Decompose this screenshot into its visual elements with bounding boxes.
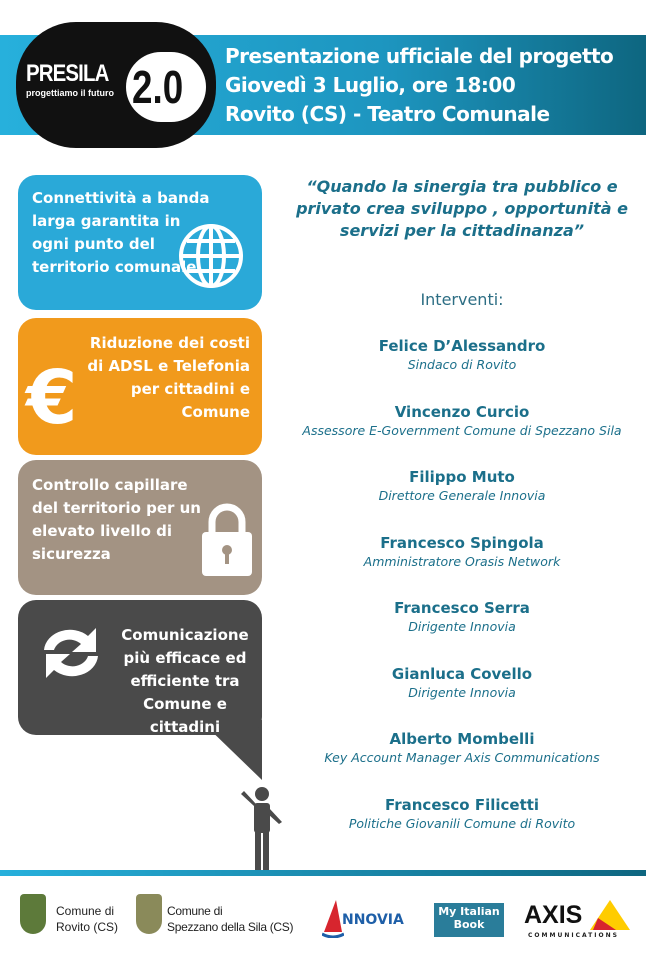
feature-connectivity bbox=[18, 175, 262, 310]
speaker-name: Alberto Mombelli bbox=[389, 730, 535, 748]
logo-name: PRESILA bbox=[26, 60, 109, 87]
spezzano-l2: Spezzano della Sila (CS) bbox=[167, 920, 294, 934]
spezzano-crest-icon bbox=[136, 894, 162, 934]
axis-sub: COMMUNICATIONS bbox=[528, 932, 619, 939]
innovia-sail-icon bbox=[322, 898, 344, 938]
axis-name: AXIS bbox=[524, 901, 583, 929]
person-figure bbox=[236, 786, 286, 872]
speaker-name: Gianluca Covello bbox=[391, 664, 533, 683]
speaker-name: Felice D’Alessandro bbox=[378, 337, 546, 355]
speaker-role: Sindaco di Rovito bbox=[407, 357, 517, 372]
presila-logo bbox=[16, 22, 216, 148]
speaker-item bbox=[290, 598, 634, 636]
speaker-item bbox=[290, 729, 634, 767]
euro-icon: € bbox=[26, 355, 78, 441]
spezzano-l1: Comune di bbox=[167, 904, 223, 918]
feature-text: Controllo capillare del territorio per un elevato livello di sicurezza bbox=[32, 476, 201, 563]
feature-text: Comunicazione più efficace ed efficiente tra Comune e cittadini bbox=[121, 626, 249, 736]
myitalian-l1: My Italian bbox=[438, 905, 500, 918]
spezzano-logo bbox=[167, 903, 293, 935]
event-title: Presentazione ufficiale del progetto bbox=[225, 44, 614, 68]
speaker-item bbox=[290, 533, 634, 571]
speaker-item bbox=[290, 336, 634, 374]
refresh-icon bbox=[36, 620, 106, 686]
event-info bbox=[225, 42, 613, 129]
myitalianbook-logo bbox=[434, 903, 504, 937]
lock-icon bbox=[200, 500, 254, 578]
feature-communication bbox=[18, 600, 262, 735]
logo-version: 2.0 bbox=[132, 61, 184, 113]
speaker-name: Francesco Spingola bbox=[380, 533, 544, 552]
logo-tagline: progettiamo il futuro bbox=[26, 88, 114, 98]
rovito-l2: Rovito (CS) bbox=[56, 920, 119, 934]
speaker-item bbox=[290, 795, 634, 833]
speaker-item bbox=[290, 664, 634, 702]
innovia-logo: NNOVIA bbox=[342, 912, 404, 928]
feature-text: Connettività a banda larga garantita in ogni punto del territorio comunale bbox=[32, 189, 210, 276]
event-date: Giovedì 3 Luglio, ore 18:00 bbox=[225, 73, 516, 97]
speaker-role: Direttore Generale Innovia bbox=[378, 488, 546, 503]
speaker-name: Filippo Muto bbox=[409, 468, 515, 486]
quote: “Quando la sinergia tra pubblico e privato crea sviluppo , opportunità e servizi per la cittadinanza” bbox=[296, 177, 628, 240]
feature-text: Riduzione dei costi di ADSL e Telefonia per cittadini e Comune bbox=[87, 334, 250, 421]
myitalian-l2: Book bbox=[453, 918, 485, 931]
globe-icon bbox=[178, 223, 244, 289]
axis-triangle-icon bbox=[590, 900, 630, 930]
rovito-crest-icon bbox=[20, 894, 46, 934]
interventi-label: Interventi: bbox=[420, 290, 504, 309]
rovito-l1: Comune di bbox=[56, 904, 115, 918]
feature-cost-reduction bbox=[18, 318, 262, 455]
speaker-name: Francesco Serra bbox=[394, 599, 530, 617]
speaker-item bbox=[290, 467, 634, 505]
axis-logo bbox=[524, 902, 582, 928]
speaker-item bbox=[290, 402, 634, 440]
event-location: Rovito (CS) - Teatro Comunale bbox=[225, 102, 550, 126]
speaker-role: Assessore E-Government Comune di Spezzano Sila bbox=[302, 422, 622, 438]
speaker-role: Politiche Giovanili Comune di Rovito bbox=[348, 815, 576, 831]
speaker-role: Amministratore Orasis Network bbox=[363, 553, 561, 569]
feature-security bbox=[18, 460, 262, 595]
speaker-name: Francesco Filicetti bbox=[384, 795, 540, 814]
footer-divider bbox=[0, 870, 646, 876]
speaker-role: Dirigente Innovia bbox=[408, 619, 516, 634]
speaker-name: Vincenzo Curcio bbox=[394, 402, 530, 421]
speaker-role: Dirigente Innovia bbox=[408, 684, 516, 700]
speaker-role: Key Account Manager Axis Communications bbox=[324, 750, 600, 765]
rovito-logo bbox=[56, 903, 118, 935]
